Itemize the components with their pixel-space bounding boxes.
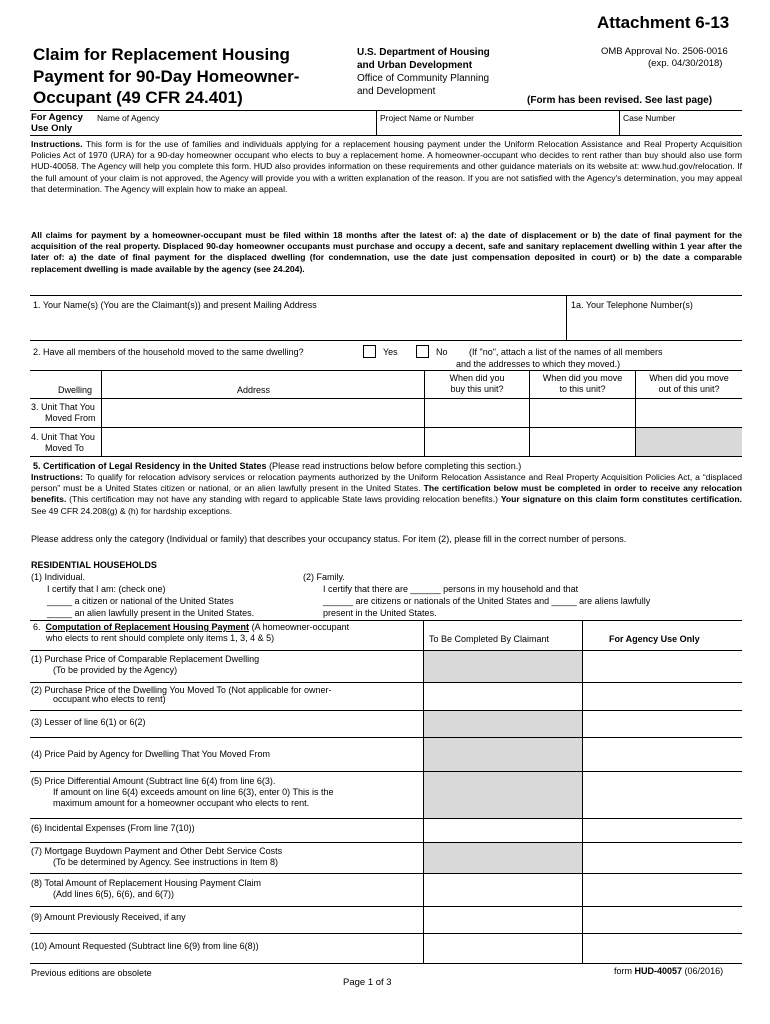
agency-column-header: For Agency Use Only xyxy=(609,634,700,644)
unit-moved-from-label-2: Moved From xyxy=(45,413,96,423)
divider xyxy=(376,110,377,135)
line-6-2-label: (2) Purchase Price of the Dwelling You Moved To (Not applicable for owner- xyxy=(31,685,332,695)
department-line-4: and Development xyxy=(357,86,436,97)
agency-name-field[interactable]: Name of Agency xyxy=(97,113,160,123)
item-5-instructions-label: Instructions: xyxy=(31,472,84,482)
item-2-note-line-2: and the addresses to which they moved.) xyxy=(456,359,621,369)
rule xyxy=(30,340,742,341)
telephone-input[interactable] xyxy=(567,311,742,340)
yes-label: Yes xyxy=(383,347,398,357)
line-6-7-label: (7) Mortgage Buydown Payment and Other Debt Service Costs xyxy=(31,846,283,856)
line-6-1-label: (1) Purchase Price of Comparable Replacement Dwelling xyxy=(31,654,260,664)
form-title-line-3: Occupant (49 CFR 24.401) xyxy=(33,88,243,107)
agency-6-6-input[interactable] xyxy=(583,819,742,842)
instructions-label: Instructions. xyxy=(31,139,83,149)
claimant-6-2-input[interactable] xyxy=(424,683,582,710)
rule xyxy=(30,295,742,296)
shaded-cell xyxy=(424,651,582,682)
agency-use-label-1: For Agency xyxy=(31,112,83,123)
agency-6-5-input[interactable] xyxy=(583,772,742,818)
agency-6-4-input[interactable] xyxy=(583,738,742,771)
claimant-6-6-input[interactable] xyxy=(424,819,582,842)
form-title-line-2: Payment for 90-Day Homeowner- xyxy=(33,67,300,86)
omb-expiration: (exp. 04/30/2018) xyxy=(648,58,723,69)
family-lawful-text: present in the United States. xyxy=(323,608,437,618)
unit-moved-to-label-1: 4. Unit That You xyxy=(31,432,95,442)
item-5-instructions-text-2: (This certification may not have any standing with regard to applicable State laws providing relocation benefits.) xyxy=(66,494,501,505)
agency-use-label-2: Use Only xyxy=(31,123,73,134)
move-out-header-1: When did you move xyxy=(649,373,729,383)
shaded-cell xyxy=(424,771,582,818)
instructions-text: This form is for the use of families and individuals applying for a replacement housing payment under the Uniform Relocation Assistance and Real Property Acquisition Policies Act of 1970 (URA) for a 90-day homeowner occupant who elects to buy a replacement home. A homeowner-occupant who decides to rent rather than buy should also use form HUD-40058. The Agency will help you complete this form. HUD also provides information on these requirements and other guidance materials on its website at: www.hud.gov/relocation. If the full amount of your claim is not approved, the Agency will provide you with a written explanation of the reason. If you are not satisfied with the Agency's determination, you may appeal that determination. The Agency will explain how to make an appeal. xyxy=(31,139,742,194)
rule xyxy=(30,620,742,621)
family-citizens-field[interactable]: ______ are citizens or nationals of the United States and _____ are aliens lawfully xyxy=(323,596,651,606)
family-label: (2) Family. xyxy=(303,572,345,582)
item-1a-label: 1a. Your Telephone Number(s) xyxy=(571,300,693,310)
shaded-cell xyxy=(424,737,582,771)
shaded-cell xyxy=(424,710,582,737)
individual-citizen-option[interactable]: _____ a citizen or national of the United States xyxy=(47,596,234,606)
rule xyxy=(30,110,742,111)
agency-6-9-input[interactable] xyxy=(583,907,742,933)
omb-approval: OMB Approval No. 2506-0016 xyxy=(601,46,728,57)
item-5-title-note: (Please read instructions below before completing this section.) xyxy=(266,461,522,471)
line-6-3-label: (3) Lesser of line 6(1) or 6(2) xyxy=(31,717,146,727)
agency-6-1-input[interactable] xyxy=(583,651,742,682)
individual-certify: I certify that I am: (check one) xyxy=(47,584,166,594)
individual-alien-option[interactable]: _____ an alien lawfully present in the United States. xyxy=(47,608,255,618)
family-persons-field[interactable]: I certify that there are ______ persons in my household and that xyxy=(323,584,579,594)
line-6-10-label: (10) Amount Requested (Subtract line 6(9) from line 6(8)) xyxy=(31,941,259,951)
residential-households-heading: RESIDENTIAL HOUSEHOLDS xyxy=(31,560,157,570)
department-line-2: and Urban Development xyxy=(357,60,473,71)
buy-date-header-2: buy this unit? xyxy=(450,384,504,394)
item-6-heading xyxy=(33,622,349,633)
agency-6-10-input[interactable] xyxy=(583,934,742,963)
yes-checkbox[interactable] xyxy=(363,345,376,358)
move-in-header-2: to this unit? xyxy=(559,384,606,394)
line-6-6-label: (6) Incidental Expenses (From line 7(10)) xyxy=(31,823,195,833)
move-in-header-1: When did you move xyxy=(542,373,623,383)
department-line-1: U.S. Department of Housing xyxy=(357,47,490,58)
moved-to-address-input[interactable] xyxy=(102,428,424,456)
form-number xyxy=(614,966,723,977)
line-6-1-sublabel: (To be provided by the Agency) xyxy=(53,665,178,675)
line-6-9-label: (9) Amount Previously Received, if any xyxy=(31,912,186,922)
line-6-7-sublabel: (To be determined by Agency. See instructions in Item 8) xyxy=(53,857,278,867)
unit-moved-to-label-2: Moved To xyxy=(45,443,84,453)
agency-6-2-input[interactable] xyxy=(583,683,742,710)
occupancy-address-note: Please address only the category (Individual or family) that describes your occupancy status. For item (2), please fill in the correct number of persons. xyxy=(31,534,627,544)
item-5-instructions xyxy=(31,472,742,517)
item-6-title: Computation of Replacement Housing Payment xyxy=(45,622,250,632)
unit-moved-from-label-1: 3. Unit That You xyxy=(31,402,95,412)
moved-to-buy-date-input[interactable] xyxy=(425,428,529,456)
claimant-column-header: To Be Completed By Claimant xyxy=(429,634,550,644)
divider xyxy=(619,110,620,135)
form-number-prefix: form xyxy=(614,966,635,976)
moved-from-move-in-input[interactable] xyxy=(530,399,635,427)
claims-filing-note: All claims for payment by a homeowner-occupant must be filed within 18 months after the latest of: a) the date of displacement or b) the date of final payment for the acquisition of the real property. Displaced 90-day homeowner occupants must purchase and occupy a decent, safe and sanitary replacement dwelling within 1 year after the later of: a) the date of final payment for the displaced dwelling (for condemnation, use the date just compensation deposited in court) or b) the date a comparable replacement dwelling is made available by the agency (see 24.204). xyxy=(31,230,742,274)
instructions-paragraph xyxy=(31,139,742,195)
line-6-8-label: (8) Total Amount of Replacement Housing Payment Claim xyxy=(31,878,261,888)
moved-from-buy-date-input[interactable] xyxy=(425,399,529,427)
line-6-2-sublabel: occupant who elects to rent) xyxy=(53,694,166,704)
moved-to-move-in-input[interactable] xyxy=(530,428,635,456)
address-header: Address xyxy=(237,385,271,395)
moved-from-move-out-input[interactable] xyxy=(636,399,742,427)
claimant-6-8-input[interactable] xyxy=(424,874,582,906)
item-5-heading xyxy=(33,461,521,472)
line-6-5-label: (5) Price Differential Amount (Subtract line 6(4) from line 6(3). xyxy=(31,776,276,786)
agency-6-3-input[interactable] xyxy=(583,711,742,737)
item-6-title-rest: (A homeowner-occupant xyxy=(249,622,350,632)
agency-6-7-input[interactable] xyxy=(583,843,742,873)
item-6-title-line-2: who elects to rent should complete only items 1, 3, 4 & 5) xyxy=(46,633,275,643)
form-number-date: (06/2016) xyxy=(682,966,724,976)
shaded-cell xyxy=(424,842,582,873)
shaded-cell xyxy=(636,428,742,456)
no-checkbox[interactable] xyxy=(416,345,429,358)
name-address-input[interactable] xyxy=(30,311,566,340)
item-5-instructions-bold-2: Your signature on this claim form constitutes certification. xyxy=(500,494,742,505)
page-number: Page 1 of 3 xyxy=(343,977,392,988)
item-1-label: 1. Your Name(s) (You are the Claimant(s)) and present Mailing Address xyxy=(33,300,317,310)
line-6-8-sublabel: (Add lines 6(5), 6(6), and 6(7)) xyxy=(53,889,175,899)
department-line-3: Office of Community Planning xyxy=(357,73,490,84)
item-2-label: 2. Have all members of the household moved to the same dwelling? xyxy=(33,347,304,357)
rule xyxy=(30,135,742,136)
attachment-label: Attachment 6-13 xyxy=(597,13,730,32)
case-number-field[interactable]: Case Number xyxy=(623,113,676,123)
rule xyxy=(30,963,742,964)
item-5-instructions-text-3: See 49 CFR 24.208(g) & (h) for hardship exceptions. xyxy=(31,505,233,516)
dwelling-header: Dwelling xyxy=(58,385,93,395)
moved-from-address-input[interactable] xyxy=(102,399,424,427)
buy-date-header-1: When did you xyxy=(449,373,505,383)
revised-note: (Form has been revised. See last page) xyxy=(527,95,713,106)
line-6-5-sublabel: If amount on line 6(4) exceeds amount on line 6(3), enter 0) This is the xyxy=(53,787,334,797)
agency-6-8-input[interactable] xyxy=(583,874,742,906)
item-5-instructions-text-1: To qualify for relocation advisory services or relocation payments authorized by the Uniform Relocation Assistance and Real Property Acquisition Policies Act, a “displaced person” must be a United States citizen or national, or an alien lawfully present in the United States. xyxy=(31,472,742,494)
project-name-field[interactable]: Project Name or Number xyxy=(380,113,475,123)
claimant-6-9-input[interactable] xyxy=(424,907,582,933)
rule xyxy=(30,456,742,457)
move-out-header-2: out of this unit? xyxy=(658,384,720,394)
line-6-4-label: (4) Price Paid by Agency for Dwelling That You Moved From xyxy=(31,749,270,759)
item-5-instructions-bold-1: The certification below must be completed in order to receive any relocation benefits. xyxy=(31,483,742,505)
form-number-id: HUD-40057 xyxy=(634,966,683,976)
line-6-5-sublabel-2: maximum amount for a homeowner occupant who elects to rent. xyxy=(53,798,310,808)
item-6-number: 6. xyxy=(33,622,41,632)
no-label: No xyxy=(436,347,448,357)
form-title-line-1: Claim for Replacement Housing xyxy=(33,45,290,64)
item-2-note-line-1: (If "no", attach a list of the names of all members xyxy=(469,347,663,357)
individual-label: (1) Individual. xyxy=(31,572,86,582)
item-5-title: 5. Certification of Legal Residency in the United States xyxy=(33,461,267,471)
previous-editions-note: Previous editions are obsolete xyxy=(31,968,152,978)
claimant-6-10-input[interactable] xyxy=(424,934,582,963)
